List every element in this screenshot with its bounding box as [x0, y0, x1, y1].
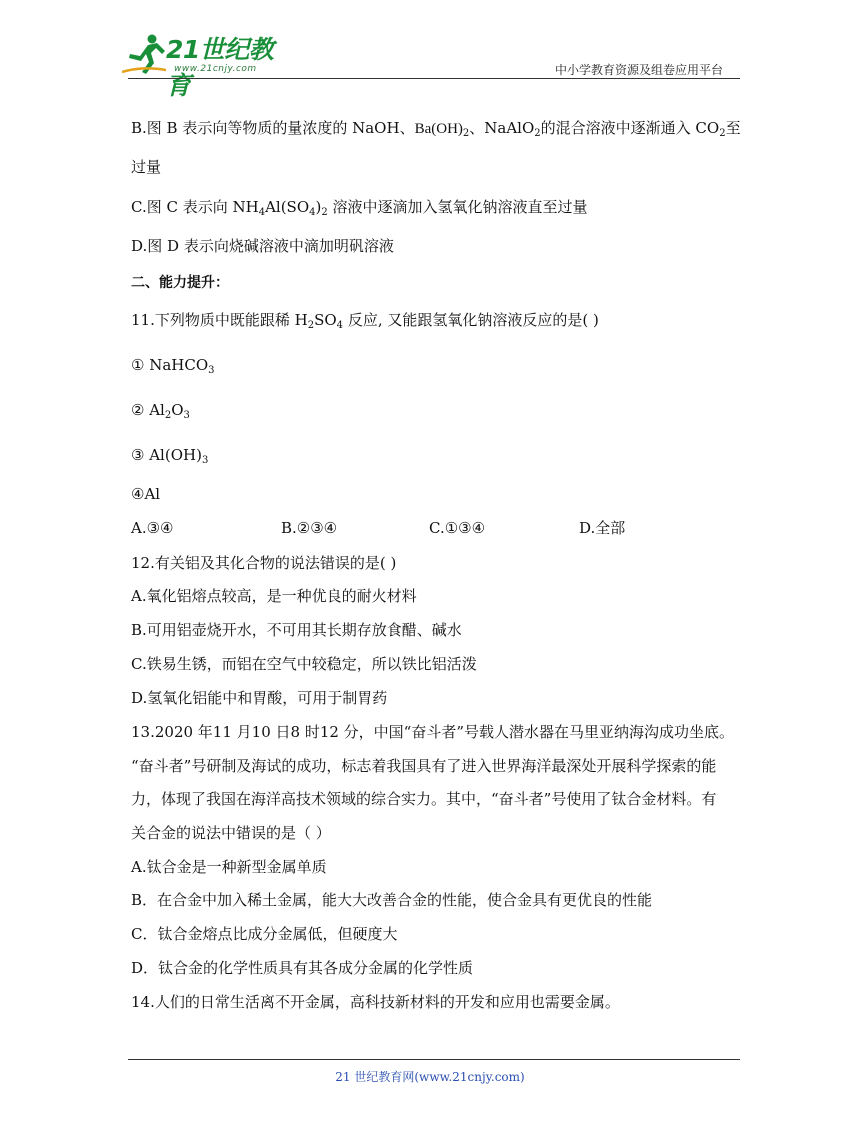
text-segment: Al(SO	[265, 198, 310, 216]
q11-item-3	[131, 445, 208, 465]
footer-link[interactable]: 21 世纪教育网(www.21cnjy.com)	[335, 1070, 525, 1084]
subscript: 4	[258, 207, 266, 218]
option-b-continued: 过量	[131, 158, 162, 176]
text-segment: 的混合溶液中逐渐通入 CO	[540, 119, 720, 137]
text-segment: 溶液中逐滴加入氢氧化钠溶液直至过量	[327, 198, 588, 216]
subscript: 2	[321, 207, 328, 218]
item-text: ③ Al(OH)	[131, 446, 202, 464]
question-11-stem	[131, 310, 599, 330]
option-c	[131, 197, 588, 217]
q11-option-b: B.②③④	[281, 519, 338, 537]
text-segment: 至	[725, 119, 741, 137]
text-segment: C.图 C 表示向 NH	[131, 198, 259, 216]
option-d: D.图 D 表示向烧碱溶液中滴加明矾溶液	[131, 237, 394, 255]
option-b	[131, 118, 741, 139]
q13-stem-line-1: 13.2020 年11 月10 日8 时12 分，中国“奋斗者”号载人潜水器在马里亚纳海沟成功坐底。	[131, 723, 735, 741]
subscript: 2	[719, 128, 726, 139]
question-14-stem: 14.人们的日常生活离不开金属，高科技新材料的开发和应用也需要金属。	[131, 993, 620, 1011]
text-segment: 、NaAlO	[469, 119, 535, 137]
logo-url-text: www.21cnjy.com	[174, 64, 257, 74]
text-segment: 反应, 又能跟氢氧化钠溶液反应的是( )	[343, 311, 599, 329]
q12-option-c: C.铁易生锈，而铝在空气中较稳定，所以铁比铝活泼	[131, 655, 477, 673]
q12-option-b: B.可用铝壶烧开水，不可用其长期存放食醋、碱水	[131, 621, 462, 639]
q13-option-a: A.钛合金是一种新型金属单质	[131, 858, 327, 876]
subscript: 2	[164, 410, 172, 421]
item-text: ④Al	[131, 485, 161, 503]
section-heading: 二、能力提升：	[131, 275, 229, 291]
q11-option-d: D.全部	[579, 519, 626, 537]
q13-option-d: D．钛合金的化学性质具有其各成分金属的化学性质	[131, 959, 474, 977]
subscript: 4	[309, 207, 316, 218]
header-platform-text: 中小学教育资源及组卷应用平台	[554, 63, 723, 77]
footer-divider	[128, 1059, 740, 1060]
q11-item-2	[131, 400, 190, 420]
q13-stem-line-4: 关合金的说法中错误的是（ ）	[131, 824, 331, 842]
text-segment: 11.下列物质中既能跟稀 H	[131, 311, 308, 329]
subscript: 3	[201, 455, 209, 466]
subscript: 2	[534, 128, 541, 139]
text-segment: B.图 B 表示向等物质的量浓度的 NaOH、	[131, 119, 415, 137]
runner-logo-icon	[122, 32, 166, 76]
q11-item-1	[131, 355, 215, 375]
q12-option-d: D.氢氧化铝能中和胃酸，可用于制胃药	[131, 689, 388, 707]
subscript: 3	[208, 365, 215, 376]
item-text: O	[171, 401, 184, 419]
text-segment: SO	[314, 311, 337, 329]
page-header	[0, 0, 860, 100]
subscript: 2	[462, 128, 470, 139]
item-text: ① NaHCO	[131, 356, 209, 374]
q13-option-c: C．钛合金熔点比成分金属低，但硬度大	[131, 925, 398, 943]
header-divider	[128, 78, 740, 79]
q13-option-b: B．在合金中加入稀土金属，能大大改善合金的性能，使合金具有更优良的性能	[131, 891, 653, 909]
logo	[122, 30, 292, 100]
subscript: 4	[336, 320, 344, 331]
question-12-stem: 12.有关铝及其化合物的说法错误的是( )	[131, 554, 397, 572]
q11-item-4	[131, 484, 160, 504]
q12-option-a: A.氧化铝熔点较高，是一种优良的耐火材料	[131, 587, 417, 605]
formula-baoh2: Ba(OH)	[414, 121, 463, 137]
subscript: 2	[307, 320, 315, 331]
item-text: ② Al	[131, 401, 165, 419]
q11-option-c: C.①③④	[429, 519, 486, 537]
q13-stem-line-3: 力，体现了我国在海洋高技术领域的综合实力。其中，“奋斗者”号使用了钛合金材料。有	[131, 790, 717, 808]
text-segment: )	[315, 198, 322, 216]
q13-stem-line-2: “奋斗者”号研制及海试的成功，标志着我国具有了进入世界海洋最深处开展科学探索的能	[131, 757, 717, 775]
subscript: 3	[183, 410, 190, 421]
q11-option-a: A.③④	[131, 519, 174, 537]
logo-text: 21世纪教育	[166, 35, 274, 100]
